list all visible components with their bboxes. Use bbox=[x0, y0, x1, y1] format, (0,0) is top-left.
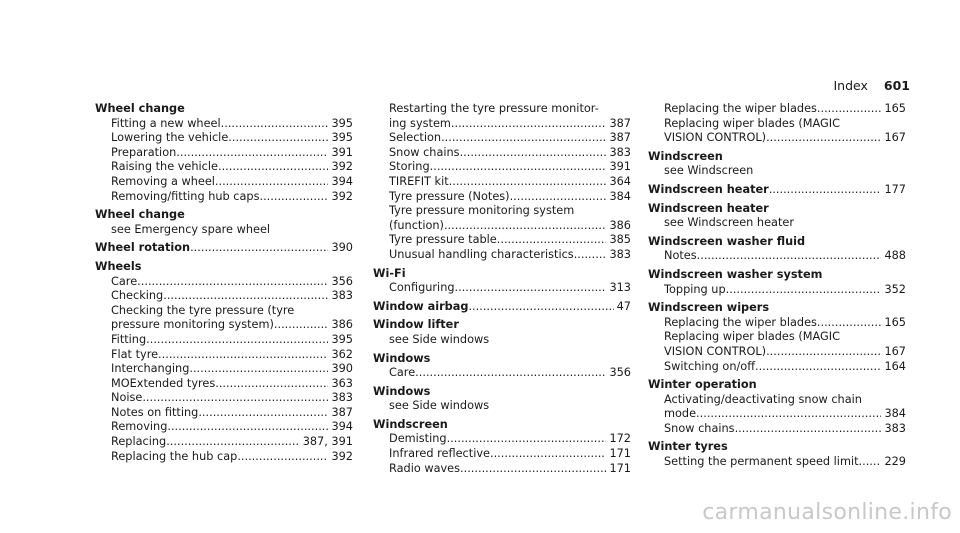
subentry-text: Radio waves ..... bbox=[389, 462, 606, 477]
index-subentry bbox=[648, 102, 906, 117]
subentry-text: Interchanging ..... bbox=[111, 362, 328, 377]
subentry-text: Switching on/off ..... bbox=[664, 360, 881, 375]
index-subentry bbox=[95, 190, 353, 205]
index-subentry bbox=[95, 318, 353, 333]
index-entry bbox=[373, 352, 631, 381]
page-ref[interactable]: 392 bbox=[331, 189, 353, 203]
index-subentry bbox=[648, 249, 906, 264]
subentry-text: Raising the vehicle ..... bbox=[111, 160, 328, 175]
index-heading: Window airbag ..... bbox=[373, 300, 614, 315]
index-entry bbox=[373, 300, 631, 315]
subentry-text: Setting the permanent speed limit ..... bbox=[664, 455, 881, 470]
page-ref[interactable]: 394 bbox=[331, 420, 353, 434]
index-heading: Window lifter bbox=[373, 318, 459, 332]
index-heading: Windscreen bbox=[648, 149, 723, 163]
watermark: carmanualsonline.info bbox=[702, 500, 952, 525]
page-header bbox=[834, 78, 911, 93]
index-subentry bbox=[95, 406, 353, 421]
subentry-text: Replacing the hub cap ..... bbox=[111, 450, 328, 465]
subentry-text: Removing ..... bbox=[111, 420, 328, 435]
index-subentry bbox=[648, 345, 906, 360]
subentry-text: Care ..... bbox=[111, 275, 328, 290]
page-ref[interactable]: 171 bbox=[609, 447, 631, 461]
subentry-text: Replacing the wiper blades ..... bbox=[664, 316, 881, 331]
subentry-text: Restarting the tyre pressure monitor- bbox=[389, 102, 599, 115]
subentry-text: Infrared reflective ..... bbox=[389, 447, 606, 462]
index-subentry bbox=[648, 455, 906, 470]
index-title: Index bbox=[833, 78, 868, 93]
index-subentry bbox=[95, 117, 353, 132]
index-entry bbox=[648, 202, 906, 231]
page-ref[interactable]: 387 bbox=[331, 405, 353, 419]
index-heading: Wi-Fi bbox=[373, 266, 406, 280]
index-entry bbox=[648, 268, 906, 297]
index-subentry bbox=[95, 289, 353, 304]
page-ref[interactable]: 394 bbox=[331, 174, 353, 188]
index-subentry bbox=[373, 432, 631, 447]
page-ref[interactable]: 395 bbox=[331, 332, 353, 346]
page-ref[interactable]: 384 bbox=[884, 407, 906, 421]
subentry-text: VISION CONTROL) ..... bbox=[664, 131, 881, 146]
index-subentry bbox=[373, 447, 631, 462]
page-ref[interactable]: 164 bbox=[884, 359, 906, 373]
page-number: 601 bbox=[883, 78, 910, 93]
page-ref[interactable]: 47 bbox=[616, 299, 631, 313]
page-ref[interactable]: 167 bbox=[884, 131, 906, 145]
index-subentry bbox=[95, 435, 353, 450]
subentry-text: Selection ..... bbox=[389, 131, 606, 146]
page-ref[interactable]: 356 bbox=[609, 366, 631, 380]
subentry-text: Lowering the vehicle ..... bbox=[111, 131, 328, 146]
page-ref[interactable]: 390 bbox=[331, 241, 353, 255]
index-entry bbox=[373, 102, 631, 263]
index-heading: Wheel change bbox=[95, 102, 185, 115]
page-ref[interactable]: 391 bbox=[609, 160, 631, 174]
index-subentry bbox=[95, 175, 353, 190]
page-ref[interactable]: 392 bbox=[331, 449, 353, 463]
page-ref[interactable]: 488 bbox=[884, 249, 906, 263]
page-ref[interactable]: 383 bbox=[331, 391, 353, 405]
subentry-text: TIREFIT kit ..... bbox=[389, 175, 606, 190]
index-column-1 bbox=[95, 102, 353, 468]
page-ref[interactable]: 391 bbox=[331, 145, 353, 159]
page-ref[interactable]: 352 bbox=[884, 282, 906, 296]
index-subentry bbox=[95, 362, 353, 377]
index-subentry bbox=[95, 391, 353, 406]
page-ref[interactable]: 383 bbox=[609, 247, 631, 261]
page-ref[interactable]: 387 bbox=[609, 116, 631, 130]
index-entry bbox=[373, 418, 631, 476]
subentry-text: Tyre pressure table ..... bbox=[389, 233, 606, 248]
index-heading: Windscreen washer system bbox=[648, 267, 823, 281]
index-subentry bbox=[373, 233, 631, 248]
index-subentry bbox=[648, 330, 906, 345]
subentry-text: Tyre pressure (Notes) ..... bbox=[389, 190, 606, 205]
see-reference[interactable]: see Windscreen bbox=[664, 164, 754, 178]
index-subentry bbox=[95, 420, 353, 435]
page-ref[interactable]: 167 bbox=[884, 344, 906, 358]
index-subentry bbox=[95, 146, 353, 161]
subentry-text: Configuring ..... bbox=[389, 281, 606, 296]
subentry-text: pressure monitoring system) ..... bbox=[111, 318, 328, 333]
page-ref[interactable]: 383 bbox=[884, 421, 906, 435]
page-ref[interactable]: 313 bbox=[609, 281, 631, 295]
page-ref[interactable]: 383 bbox=[609, 145, 631, 159]
page-ref[interactable]: 395 bbox=[331, 116, 353, 130]
subentry-text: Care ..... bbox=[389, 366, 606, 381]
index-subentry bbox=[95, 377, 353, 392]
index-subentry bbox=[95, 131, 353, 146]
page-ref[interactable]: 229 bbox=[884, 455, 906, 469]
index-entry bbox=[95, 260, 353, 464]
index-subentry bbox=[95, 333, 353, 348]
index-heading-line bbox=[373, 300, 631, 315]
index-subentry bbox=[373, 190, 631, 205]
index-subentry bbox=[373, 462, 631, 477]
index-subentry bbox=[373, 219, 631, 234]
subentry-text: Storing ..... bbox=[389, 160, 606, 175]
index-column-2 bbox=[373, 102, 631, 480]
page-ref[interactable]: 356 bbox=[331, 274, 353, 288]
page-ref[interactable]: 390 bbox=[331, 362, 353, 376]
index-entry bbox=[373, 385, 631, 414]
index-subentry bbox=[648, 407, 906, 422]
subentry-text: Topping up ..... bbox=[664, 283, 881, 298]
index-heading: Winter operation bbox=[648, 378, 757, 392]
subentry-text: Preparation ..... bbox=[111, 146, 328, 161]
index-entry bbox=[648, 102, 906, 146]
see-reference[interactable]: see Side windows bbox=[389, 399, 490, 413]
index-entry bbox=[373, 267, 631, 296]
index-subentry bbox=[648, 422, 906, 437]
index-heading: Windscreen washer fluid bbox=[648, 234, 806, 248]
index-entry bbox=[95, 241, 353, 256]
subentry-text: MOExtended tyres ..... bbox=[111, 377, 328, 392]
page-ref[interactable]: 177 bbox=[884, 182, 906, 196]
index-heading: Windows bbox=[373, 351, 431, 365]
index-subentry bbox=[373, 117, 631, 132]
subentry-text: Snow chains ..... bbox=[664, 422, 881, 437]
page-ref[interactable]: 384 bbox=[609, 189, 631, 203]
page-ref[interactable]: 383 bbox=[331, 289, 353, 303]
index-heading: Windscreen heater bbox=[648, 201, 769, 215]
subentry-text: Flat tyre ..... bbox=[111, 348, 328, 363]
index-subentry bbox=[373, 248, 631, 263]
index-heading: Windscreen wipers bbox=[648, 301, 770, 315]
index-heading: Wheels bbox=[95, 259, 142, 273]
index-subentry bbox=[373, 131, 631, 146]
subentry-text: Replacing wiper blades (MAGIC bbox=[664, 330, 841, 344]
index-subentry bbox=[95, 348, 353, 363]
subentry-text: Notes ..... bbox=[664, 249, 881, 264]
subentry-text: mode ..... bbox=[664, 407, 881, 422]
index-subentry bbox=[648, 316, 906, 331]
index-heading-line bbox=[648, 183, 906, 198]
see-reference[interactable]: see Windscreen heater bbox=[664, 216, 794, 230]
index-subentry bbox=[373, 281, 631, 296]
index-column-3 bbox=[648, 102, 906, 474]
index-subentry bbox=[648, 283, 906, 298]
subentry-text: VISION CONTROL) ..... bbox=[664, 345, 881, 360]
index-subentry bbox=[373, 160, 631, 175]
subentry-text: Removing a wheel ..... bbox=[111, 175, 328, 190]
subentry-text: Checking the tyre pressure (tyre bbox=[111, 303, 295, 317]
page-ref[interactable]: 165 bbox=[884, 315, 906, 329]
index-subentry bbox=[373, 146, 631, 161]
subentry-text: Checking ..... bbox=[111, 289, 328, 304]
page-ref[interactable]: 364 bbox=[609, 174, 631, 188]
index-heading: Winter tyres bbox=[648, 440, 728, 454]
index-subentry bbox=[648, 131, 906, 146]
index-heading: Windows bbox=[373, 384, 431, 398]
index-entry bbox=[648, 150, 906, 179]
page-ref[interactable]: 362 bbox=[331, 347, 353, 361]
subentry-text: Snow chains ..... bbox=[389, 146, 606, 161]
page-ref[interactable]: 386 bbox=[609, 218, 631, 232]
subentry-text: Activating/deactivating snow chain bbox=[664, 392, 862, 406]
index-subentry bbox=[373, 102, 631, 117]
subentry-text: Tyre pressure monitoring system bbox=[389, 204, 575, 218]
subentry-text: Notes on fitting ..... bbox=[111, 406, 328, 421]
page-ref[interactable]: 363 bbox=[331, 376, 353, 390]
index-entry bbox=[648, 440, 906, 469]
page-ref[interactable]: 172 bbox=[609, 432, 631, 446]
index-heading: Windscreen bbox=[373, 417, 448, 431]
index-subentry bbox=[95, 304, 353, 319]
index-subentry bbox=[373, 366, 631, 381]
index-heading: Wheel change bbox=[95, 208, 185, 222]
page-ref[interactable]: 385 bbox=[609, 233, 631, 247]
subentry-text: ing system ..... bbox=[389, 117, 606, 132]
page-ref[interactable]: 387, 391 bbox=[302, 435, 353, 449]
index-subentry bbox=[373, 175, 631, 190]
index-subentry bbox=[95, 160, 353, 175]
page-ref[interactable]: 171 bbox=[609, 461, 631, 475]
index-subentry bbox=[95, 275, 353, 290]
index-entry bbox=[95, 208, 353, 237]
subentry-text: Removing/fitting hub caps ..... bbox=[111, 190, 328, 205]
page-ref[interactable]: 392 bbox=[331, 160, 353, 174]
index-subentry bbox=[95, 450, 353, 465]
index-heading: Wheel rotation ..... bbox=[95, 241, 328, 256]
index-heading: Windscreen heater ..... bbox=[648, 183, 881, 198]
index-entry bbox=[95, 102, 353, 204]
index-subentry bbox=[648, 117, 906, 132]
index-subentry bbox=[648, 360, 906, 375]
see-reference[interactable]: see Side windows bbox=[389, 332, 490, 346]
subentry-text: Demisting ..... bbox=[389, 432, 606, 447]
index-entry bbox=[373, 318, 631, 347]
index-entry bbox=[648, 378, 906, 436]
page-ref[interactable]: 395 bbox=[331, 131, 353, 145]
subentry-text: Fitting a new wheel ..... bbox=[111, 117, 328, 132]
see-reference[interactable]: see Emergency spare wheel bbox=[111, 222, 271, 236]
index-entry bbox=[648, 235, 906, 264]
subentry-text: Unusual handling characteristics ..... bbox=[389, 248, 606, 263]
subentry-text: Replacing the wiper blades ..... bbox=[664, 102, 881, 117]
page-ref[interactable]: 386 bbox=[331, 318, 353, 332]
page-ref[interactable]: 165 bbox=[884, 102, 906, 115]
subentry-text: (function) ..... bbox=[389, 219, 606, 234]
subentry-text: Replacing wiper blades (MAGIC bbox=[664, 116, 841, 130]
index-subentry bbox=[373, 204, 631, 219]
index-subentry bbox=[648, 393, 906, 408]
index-entry bbox=[648, 301, 906, 374]
subentry-text: Noise ..... bbox=[111, 391, 328, 406]
page-ref[interactable]: 387 bbox=[609, 131, 631, 145]
index-heading-line bbox=[95, 241, 353, 256]
index-entry bbox=[648, 183, 906, 198]
subentry-text: Replacing ..... bbox=[111, 435, 300, 450]
subentry-text: Fitting ..... bbox=[111, 333, 328, 348]
